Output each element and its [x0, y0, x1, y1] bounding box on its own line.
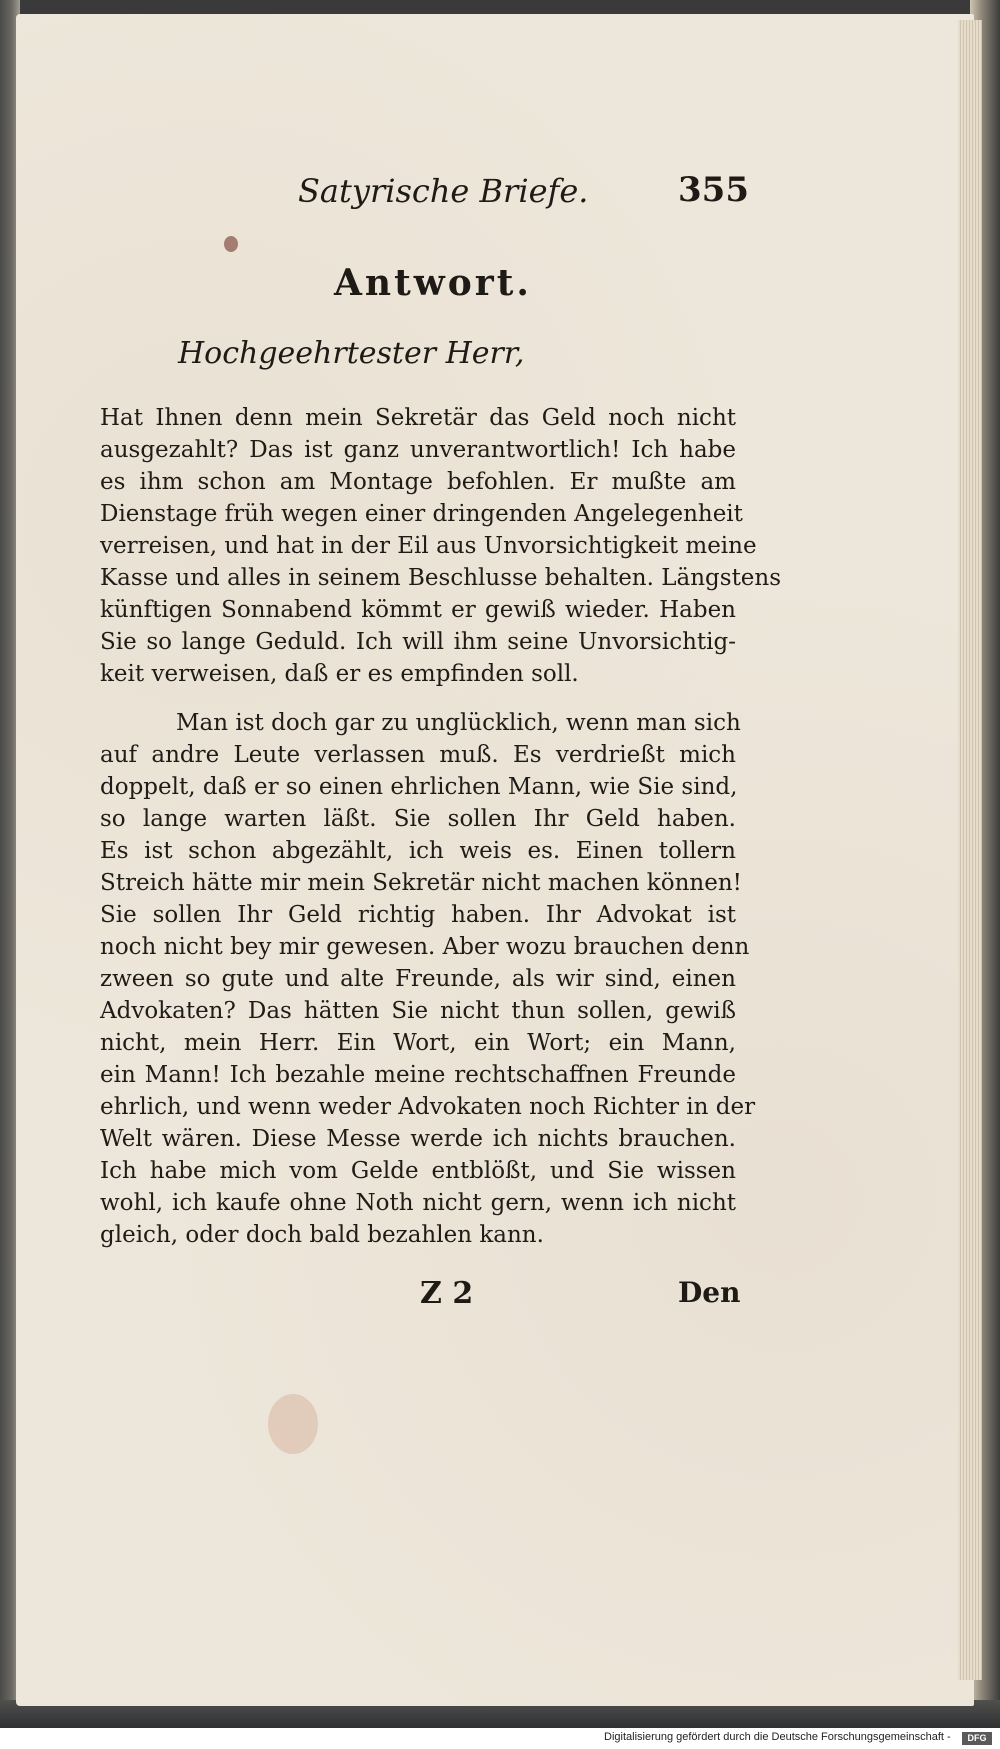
text-line: Sie sollen Ihr Geld richtig haben. Ihr Advokat ist — [100, 902, 736, 928]
text-line: Sie so lange Geduld. Ich will ihm seine Unvorsichtig- — [100, 629, 736, 655]
signature-mark: Z 2 — [420, 1276, 474, 1311]
text-line: keit verweisen, daß er es empfinden soll. — [100, 661, 579, 687]
paragraph-1 — [100, 402, 782, 690]
page-stack-edges — [958, 20, 982, 1680]
salutation: Hochgeehrtester Herr, — [178, 336, 525, 371]
text-line: ehrlich, und wenn weder Advokaten noch Richter in der — [100, 1094, 756, 1120]
book-page — [16, 14, 974, 1706]
text-line: Es ist schon abgezählt, ich weis es. Einen tollern — [100, 838, 736, 864]
catchword: Den — [678, 1276, 741, 1309]
page-number: 355 — [678, 170, 749, 210]
text-line: noch nicht bey mir gewesen. Aber wozu brauchen denn — [100, 934, 750, 960]
text-line: Kasse und alles in seinem Beschlusse behalten. Längstens — [100, 565, 782, 591]
ink-stain — [224, 236, 238, 252]
running-title: Satyrische Briefe. — [298, 172, 589, 210]
text-line: zween so gute und alte Freunde, als wir sind, einen — [100, 966, 736, 992]
text-line: Hat Ihnen denn mein Sekretär das Geld noch nicht — [100, 405, 736, 431]
text-line: ein Mann! Ich bezahle meine rechtschaffnen Freunde — [100, 1062, 736, 1088]
text-line: Streich hätte mir mein Sekretär nicht machen können! — [100, 870, 742, 896]
letter-heading: Antwort. — [334, 262, 532, 304]
text-line: auf andre Leute verlassen muß. Es verdrießt mich — [100, 742, 736, 768]
text-line: verreisen, und hat in der Eil aus Unvorsichtigkeit meine — [100, 533, 757, 559]
text-line: Welt wären. Diese Messe werde ich nichts brauchen. — [100, 1126, 736, 1152]
dfg-logo: DFG — [962, 1732, 992, 1745]
text-line: nicht, mein Herr. Ein Wort, ein Wort; ein Mann, — [100, 1030, 736, 1056]
text-line: gleich, oder doch bald bezahlen kann. — [100, 1222, 544, 1248]
text-line: Dienstage früh wegen einer dringenden Angelegenheit — [100, 501, 743, 527]
text-line: Advokaten? Das hätten Sie nicht thun sollen, gewiß — [100, 998, 736, 1024]
text-line: wohl, ich kaufe ohne Noth nicht gern, wenn ich nicht — [100, 1190, 736, 1216]
text-line: doppelt, daß er so einen ehrlichen Mann, wie Sie sind, — [100, 774, 738, 800]
text-line: Man ist doch gar zu unglücklich, wenn man sich — [176, 710, 741, 736]
text-line: ausgezahlt? Das ist ganz unverantwortlich! Ich habe — [100, 437, 736, 463]
text-line: Ich habe mich vom Gelde entblößt, und Sie wissen — [100, 1158, 736, 1184]
digitization-credit: Digitalisierung gefördert durch die Deutsche Forschungsgemeinschaft - — [604, 1731, 951, 1743]
paper-stain — [268, 1394, 318, 1454]
paragraph-2 — [100, 707, 756, 1251]
text-line: künftigen Sonnabend kömmt er gewiß wieder. Haben — [100, 597, 736, 623]
text-line: so lange warten läßt. Sie sollen Ihr Geld haben. — [100, 806, 736, 832]
text-line: es ihm schon am Montage befohlen. Er mußte am — [100, 469, 736, 495]
